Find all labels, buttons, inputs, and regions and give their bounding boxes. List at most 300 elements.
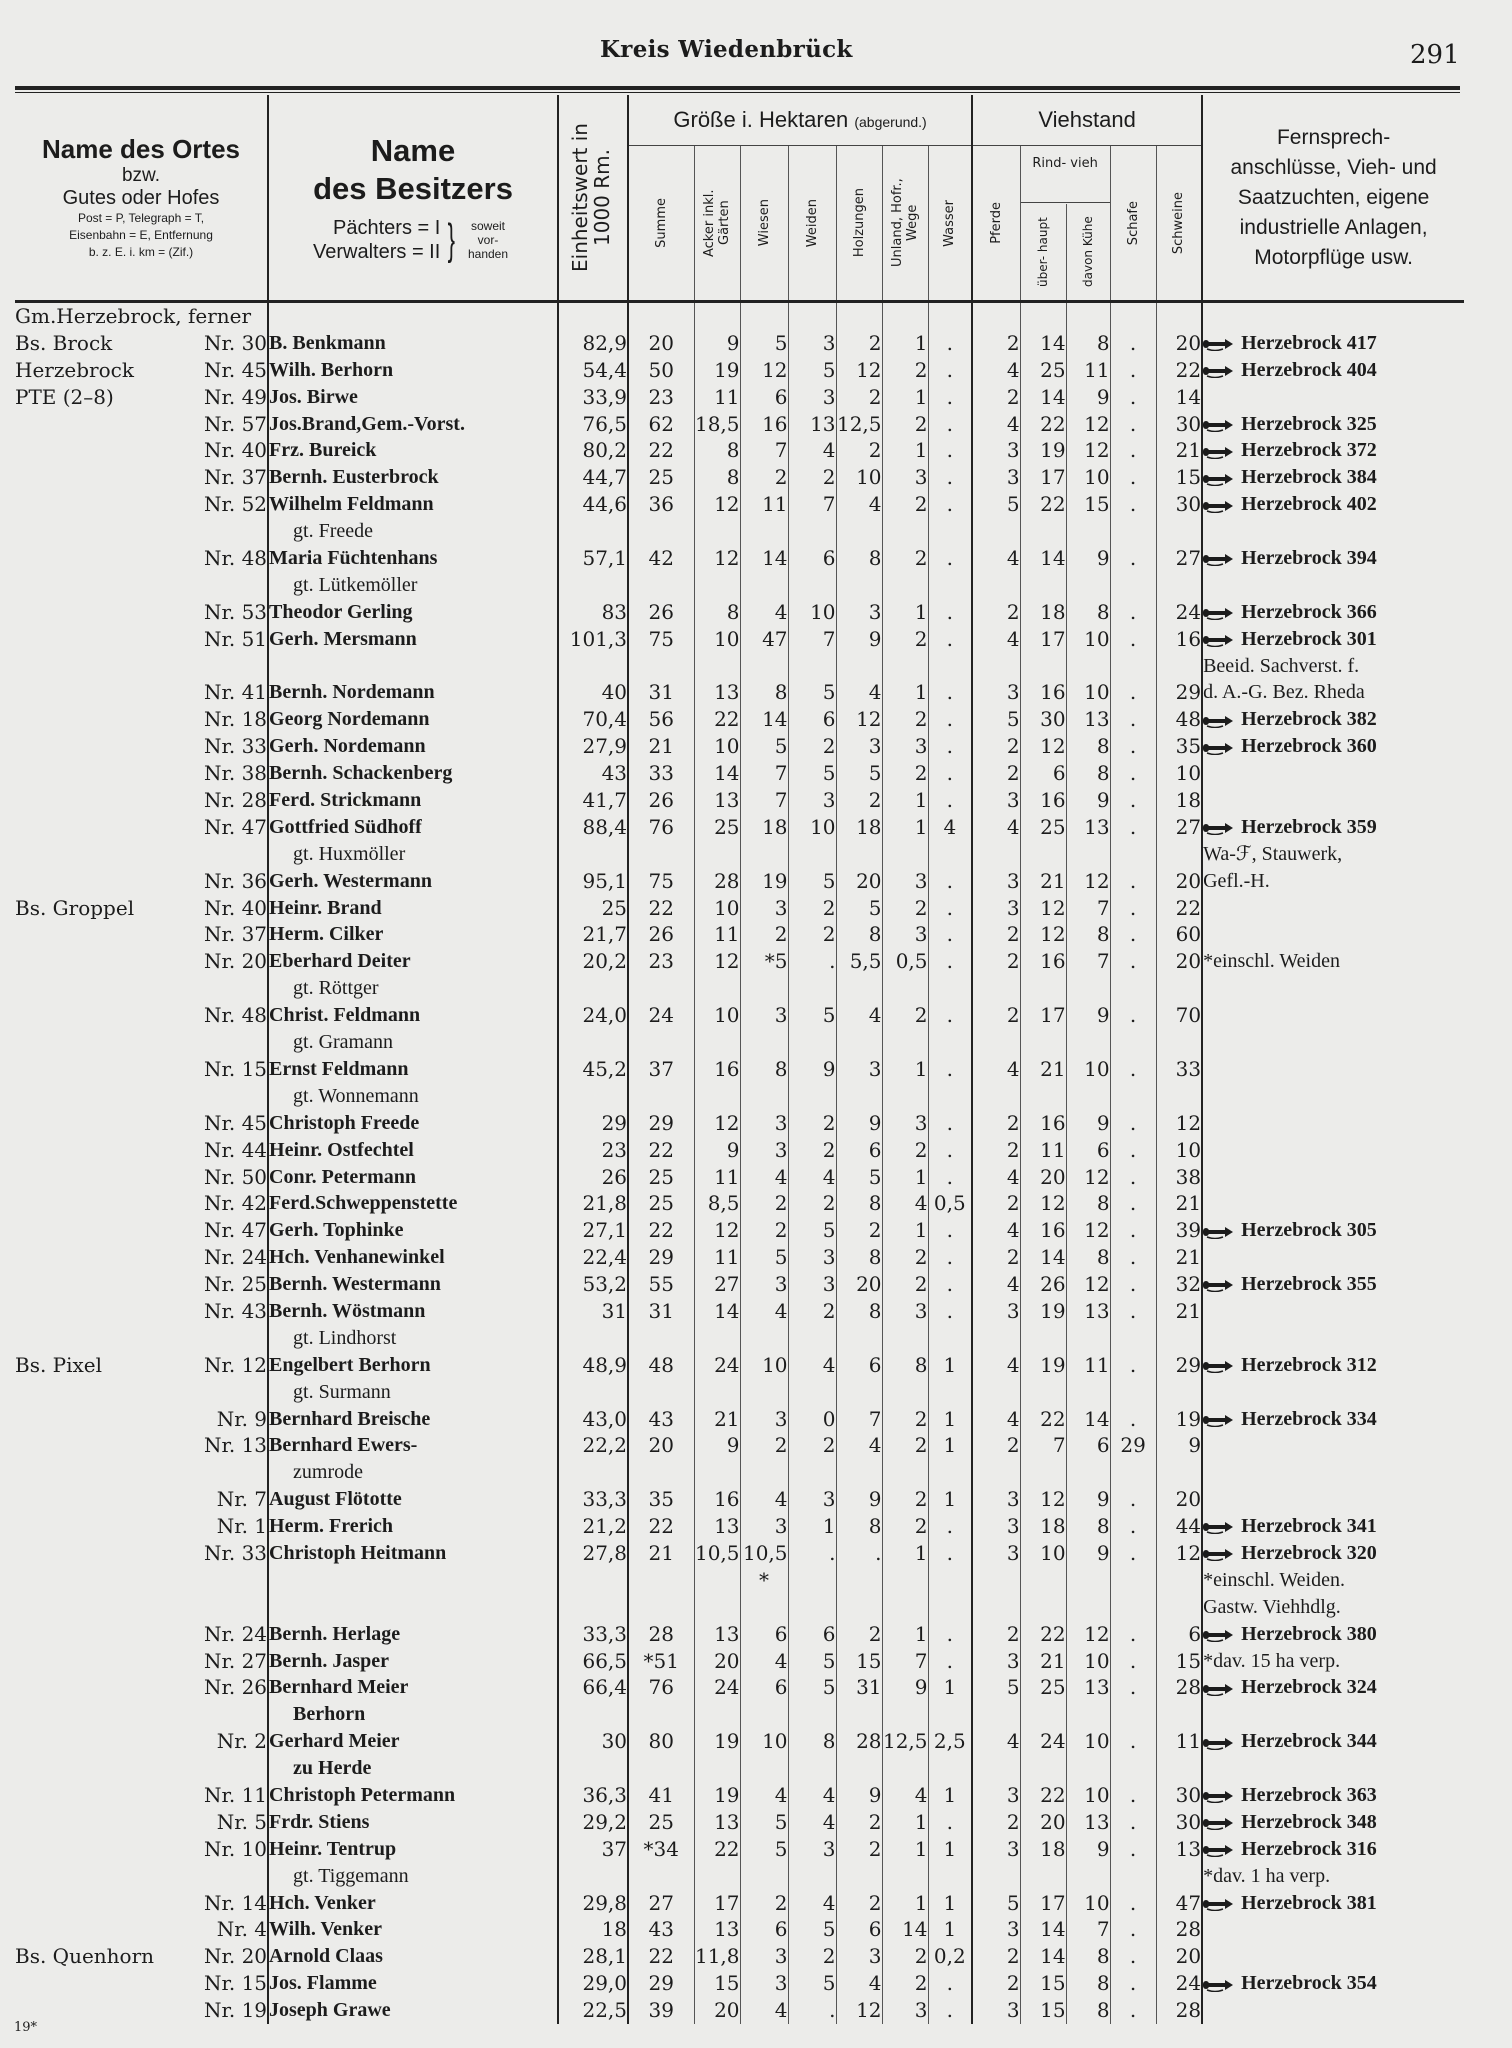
schafe-cell: . (1110, 1621, 1156, 1648)
telephone-icon (1203, 1628, 1237, 1642)
einheitswert-cell: 27,8 (558, 1540, 628, 1567)
summe-cell: 35 (628, 1486, 694, 1513)
holzungen-cell: 2 (836, 1809, 882, 1836)
wiesen-cell: 18 (740, 814, 788, 841)
notes-cell (1202, 1432, 1464, 1459)
notes-cell (1202, 1916, 1464, 1943)
summe-cell: 75 (628, 868, 694, 895)
wiesen-cell: 8 (740, 679, 788, 706)
acker-cell: 19 (694, 1782, 740, 1809)
weiden-cell: 2 (788, 1432, 836, 1459)
wasser-cell: 4 (928, 814, 972, 841)
unland-cell: 2 (882, 411, 928, 438)
pferde-cell: 4 (972, 411, 1020, 438)
header-ort-legend-3: b. z. E. i. km = (Zif.) (88, 245, 194, 259)
pferde-cell (972, 1567, 1020, 1594)
nr-cell: Nr. 24 (185, 1621, 268, 1648)
kuehe-cell (1066, 518, 1110, 545)
nr-cell: Nr. 42 (185, 1190, 268, 1217)
note-text: Herzebrock 381 (1241, 1891, 1377, 1914)
ort-cell (15, 1997, 185, 2024)
einheitswert-cell: 26 (558, 1164, 628, 1191)
rind-cell (1020, 975, 1066, 1002)
wasser-cell (928, 572, 972, 599)
unland-cell: 3 (882, 868, 928, 895)
table-row (15, 1728, 1464, 1755)
rind-cell: 14 (1020, 1916, 1066, 1943)
telephone-icon (1203, 552, 1237, 566)
pferde-cell (972, 841, 1020, 868)
acker-cell: 11 (694, 1164, 740, 1191)
kuehe-cell (1066, 302, 1110, 330)
ort-cell (15, 437, 185, 464)
nr-cell: Nr. 9 (185, 1406, 268, 1433)
kuehe-cell: 8 (1066, 599, 1110, 626)
ort-cell (15, 1621, 185, 1648)
schweine-cell (1156, 1755, 1202, 1782)
kuehe-cell (1066, 572, 1110, 599)
unland-cell (882, 1755, 928, 1782)
table-row (15, 1486, 1464, 1513)
kuehe-cell: 14 (1066, 1406, 1110, 1433)
schweine-cell: 10 (1156, 1137, 1202, 1164)
ort-cell (15, 1513, 185, 1540)
besitzer-name: Christoph Heitmann (268, 1540, 558, 1567)
acker-cell: 12 (694, 948, 740, 975)
pferde-cell (972, 1863, 1020, 1890)
table-row (15, 921, 1464, 948)
schweine-cell: 12 (1156, 1540, 1202, 1567)
nr-cell (185, 1863, 268, 1890)
unland-cell: 2 (882, 895, 928, 922)
nr-cell: Nr. 10 (185, 1836, 268, 1863)
nr-cell: Nr. 48 (185, 1002, 268, 1029)
holzungen-cell: 15 (836, 1648, 882, 1675)
table-row (15, 1217, 1464, 1244)
einheitswert-cell: 95,1 (558, 868, 628, 895)
ort-cell (15, 1809, 185, 1836)
unland-cell: 4 (882, 1190, 928, 1217)
einheitswert-cell: 101,3 (558, 626, 628, 653)
notes-cell (1202, 384, 1464, 411)
nr-cell (185, 1459, 268, 1486)
telephone-icon (1203, 1359, 1237, 1373)
notes-cell (1202, 1621, 1464, 1648)
einheitswert-cell: 40 (558, 679, 628, 706)
schweine-cell: 24 (1156, 1970, 1202, 1997)
telephone-icon (1203, 1789, 1237, 1803)
rind-cell (1020, 572, 1066, 599)
rind-cell: 25 (1020, 814, 1066, 841)
notes-cell (1202, 733, 1464, 760)
einheitswert-cell (558, 975, 628, 1002)
nr-cell: Nr. 20 (185, 948, 268, 975)
holzungen-cell: 31 (836, 1674, 882, 1701)
kuehe-cell: 10 (1066, 464, 1110, 491)
unland-cell: 1 (882, 1164, 928, 1191)
unland-cell: 1 (882, 384, 928, 411)
summe-cell: 26 (628, 787, 694, 814)
summe-cell (628, 518, 694, 545)
notes-cell (1202, 1970, 1464, 1997)
wiesen-cell: 3 (740, 1513, 788, 1540)
notes-cell (1202, 1190, 1464, 1217)
schweine-cell: 39 (1156, 1217, 1202, 1244)
schafe-cell: . (1110, 491, 1156, 518)
summe-cell: 28 (628, 1621, 694, 1648)
note-text: Herzebrock 404 (1241, 358, 1377, 381)
table-row (15, 1002, 1464, 1029)
table-row (15, 1325, 1464, 1352)
weiden-cell: 1 (788, 1513, 836, 1540)
schafe-cell: . (1110, 948, 1156, 975)
schafe-cell: . (1110, 1997, 1156, 2024)
note-text: *einschl. Weiden (1203, 950, 1340, 973)
wiesen-cell: 3 (740, 1137, 788, 1164)
rind-cell: 17 (1020, 464, 1066, 491)
besitzer-name: Heinr. Ostfechtel (268, 1137, 558, 1164)
wasser-cell: . (928, 1164, 972, 1191)
holzungen-cell: 9 (836, 1110, 882, 1137)
telephone-icon (1203, 633, 1237, 647)
notes-cell (1202, 1029, 1464, 1056)
wasser-cell: . (928, 330, 972, 357)
acker-cell (694, 1863, 740, 1890)
notes-cell (1202, 1298, 1464, 1325)
holzungen-cell: 28 (836, 1728, 882, 1755)
kuehe-cell: 9 (1066, 1540, 1110, 1567)
rind-cell: 16 (1020, 1217, 1066, 1244)
acker-cell: 13 (694, 1513, 740, 1540)
table-row (15, 1298, 1464, 1325)
besitzer-name: Gerh. Nordemann (268, 733, 558, 760)
besitzer-name: Gerh. Westermann (268, 868, 558, 895)
schafe-cell: . (1110, 1890, 1156, 1917)
einheitswert-cell (558, 1594, 628, 1621)
weiden-cell: 3 (788, 1244, 836, 1271)
weiden-cell: . (788, 1540, 836, 1567)
unland-cell: 2 (882, 1432, 928, 1459)
einheitswert-cell: 57,1 (558, 545, 628, 572)
schafe-cell: . (1110, 814, 1156, 841)
schweine-cell: 28 (1156, 1997, 1202, 2024)
rind-cell: 12 (1020, 1486, 1066, 1513)
besitzer-name: Ferd. Strickmann (268, 787, 558, 814)
holzungen-cell: 2 (836, 437, 882, 464)
kuehe-cell: 11 (1066, 357, 1110, 384)
wiesen-cell: 8 (740, 1056, 788, 1083)
rind-cell: 22 (1020, 411, 1066, 438)
table-row (15, 760, 1464, 787)
nr-cell (185, 1594, 268, 1621)
unland-cell: 1 (882, 1836, 928, 1863)
acker-cell (694, 1567, 740, 1594)
schafe-cell (1110, 1325, 1156, 1352)
wiesen-cell: 6 (740, 1916, 788, 1943)
wiesen-cell: *5 (740, 948, 788, 975)
pferde-cell: 3 (972, 1997, 1020, 2024)
holzungen-cell (836, 1755, 882, 1782)
rind-cell: 18 (1020, 1836, 1066, 1863)
holzungen-cell: 8 (836, 921, 882, 948)
ort-cell (15, 1164, 185, 1191)
weiden-cell (788, 572, 836, 599)
weiden-cell: 5 (788, 1648, 836, 1675)
acker-cell: 12 (694, 545, 740, 572)
holzungen-cell (836, 1701, 882, 1728)
einheitswert-cell: 54,4 (558, 357, 628, 384)
schafe-cell: . (1110, 1352, 1156, 1379)
schafe-cell: . (1110, 1943, 1156, 1970)
wasser-cell: . (928, 706, 972, 733)
wiesen-cell: 5 (740, 1809, 788, 1836)
pferde-cell (972, 653, 1020, 680)
notes-cell (1202, 626, 1464, 653)
nr-cell: Nr. 41 (185, 679, 268, 706)
unland-cell: 2 (882, 706, 928, 733)
holzungen-cell: 12 (836, 1997, 882, 2024)
nr-cell (185, 975, 268, 1002)
acker-cell: 8 (694, 599, 740, 626)
kuehe-cell: 8 (1066, 1970, 1110, 1997)
summe-cell: 22 (628, 1513, 694, 1540)
telephone-icon (1203, 1413, 1237, 1427)
acker-cell: 19 (694, 1728, 740, 1755)
schafe-cell: . (1110, 760, 1156, 787)
holzungen-cell: 3 (836, 733, 882, 760)
unland-cell: 2 (882, 1002, 928, 1029)
weiden-cell (788, 1459, 836, 1486)
kuehe-cell (1066, 653, 1110, 680)
einheitswert-cell: 88,4 (558, 814, 628, 841)
acker-cell: 16 (694, 1056, 740, 1083)
kuehe-cell: 13 (1066, 1674, 1110, 1701)
kuehe-cell: 13 (1066, 1809, 1110, 1836)
weiden-cell: . (788, 1997, 836, 2024)
einheitswert-cell: 33,9 (558, 384, 628, 411)
kuehe-cell: 10 (1066, 1728, 1110, 1755)
kuehe-cell (1066, 1755, 1110, 1782)
schweine-cell: 14 (1156, 384, 1202, 411)
einheitswert-cell: 33,3 (558, 1621, 628, 1648)
kuehe-cell: 9 (1066, 1836, 1110, 1863)
weiden-cell: 5 (788, 1916, 836, 1943)
pferde-cell: 4 (972, 1164, 1020, 1191)
acker-cell: 9 (694, 1432, 740, 1459)
besitzer-name: Wilhelm Feldmann (268, 491, 558, 518)
table-row (15, 1083, 1464, 1110)
notes-cell (1202, 1513, 1464, 1540)
weiden-cell: 6 (788, 545, 836, 572)
holzungen-cell: 8 (836, 545, 882, 572)
summe-cell: 39 (628, 1997, 694, 2024)
wasser-cell: 1 (928, 1432, 972, 1459)
notes-cell (1202, 464, 1464, 491)
table-row (15, 1137, 1464, 1164)
weiden-cell (788, 518, 836, 545)
ort-cell (15, 733, 185, 760)
schweine-cell: 32 (1156, 1271, 1202, 1298)
wiesen-cell (740, 1701, 788, 1728)
summe-cell: *34 (628, 1836, 694, 1863)
besitzer-name (268, 1567, 558, 1594)
holzungen-cell: 8 (836, 1190, 882, 1217)
kuehe-cell: 12 (1066, 437, 1110, 464)
note-text: Herzebrock 359 (1241, 815, 1377, 838)
unland-cell: 1 (882, 1621, 928, 1648)
besitzer-name: Bernh. Schackenberg (268, 760, 558, 787)
table-row (15, 518, 1464, 545)
table-row (15, 1164, 1464, 1191)
notes-cell (1202, 1056, 1464, 1083)
pferde-cell (972, 1594, 1020, 1621)
acker-cell: 14 (694, 1298, 740, 1325)
unland-cell (882, 518, 928, 545)
unland-cell (882, 975, 928, 1002)
acker-cell: 20 (694, 1997, 740, 2024)
besitzer-name: Maria Füchtenhans (268, 545, 558, 572)
holzungen-cell: 5 (836, 895, 882, 922)
weiden-cell (788, 841, 836, 868)
einheitswert-cell: 31 (558, 1298, 628, 1325)
kuehe-cell: 12 (1066, 411, 1110, 438)
wiesen-cell: 3 (740, 1110, 788, 1137)
header-besitzer-line1: Name (370, 132, 456, 168)
table-row (15, 733, 1464, 760)
schweine-cell (1156, 1325, 1202, 1352)
table-row (15, 975, 1464, 1002)
schafe-cell (1110, 1029, 1156, 1056)
acker-cell: 11 (694, 384, 740, 411)
wasser-cell: . (928, 384, 972, 411)
notes-cell (1202, 302, 1464, 330)
ort-cell (15, 1298, 185, 1325)
unland-cell: 14 (882, 1916, 928, 1943)
pferde-cell: 3 (972, 895, 1020, 922)
holzungen-cell: 2 (836, 1890, 882, 1917)
schafe-cell: . (1110, 1190, 1156, 1217)
holzungen-cell: 3 (836, 1943, 882, 1970)
ort-cell (15, 1863, 185, 1890)
schweine-cell: 12 (1156, 1110, 1202, 1137)
holzungen-cell: 9 (836, 1486, 882, 1513)
rind-cell: 10 (1020, 1540, 1066, 1567)
wasser-cell: . (928, 1271, 972, 1298)
schafe-cell: . (1110, 599, 1156, 626)
rind-cell (1020, 1325, 1066, 1352)
schafe-cell: . (1110, 626, 1156, 653)
rind-cell (1020, 841, 1066, 868)
wiesen-cell: 4 (740, 1164, 788, 1191)
wasser-cell (928, 1459, 972, 1486)
nr-cell: Nr. 1 (185, 1513, 268, 1540)
pferde-cell: 2 (972, 599, 1020, 626)
kuehe-cell: 13 (1066, 706, 1110, 733)
note-text: Herzebrock 341 (1241, 1515, 1377, 1538)
telephone-icon (1203, 1736, 1237, 1750)
nr-cell: Nr. 30 (185, 330, 268, 357)
schafe-cell (1110, 841, 1156, 868)
pferde-cell: 4 (972, 357, 1020, 384)
wasser-cell: . (928, 1217, 972, 1244)
schweine-cell: 30 (1156, 1782, 1202, 1809)
weiden-cell: 3 (788, 1836, 836, 1863)
table-row (15, 1271, 1464, 1298)
rind-cell: 18 (1020, 1513, 1066, 1540)
telephone-icon (1203, 741, 1237, 755)
einheitswert-cell (558, 1029, 628, 1056)
summe-cell: 55 (628, 1271, 694, 1298)
pferde-cell: 2 (972, 1137, 1020, 1164)
weiden-cell: 2 (788, 895, 836, 922)
ort-cell (15, 518, 185, 545)
weiden-cell: 2 (788, 921, 836, 948)
rind-cell: 14 (1020, 545, 1066, 572)
table-row (15, 1890, 1464, 1917)
schweine-cell: 11 (1156, 1728, 1202, 1755)
rind-cell (1020, 1379, 1066, 1406)
summe-cell: 23 (628, 948, 694, 975)
besitzer-name: Herm. Cilker (268, 921, 558, 948)
ort-cell (15, 1029, 185, 1056)
wiesen-cell (740, 841, 788, 868)
rind-cell: 19 (1020, 437, 1066, 464)
table-row (15, 437, 1464, 464)
summe-cell: 31 (628, 1298, 694, 1325)
schweine-cell (1156, 1594, 1202, 1621)
header-rind-kuehe: davon Kühe (1066, 204, 1110, 302)
wiesen-cell (740, 518, 788, 545)
note-text: Herzebrock 348 (1241, 1810, 1377, 1833)
ort-cell: Herzebrock (15, 357, 134, 382)
einheitswert-cell: 21,7 (558, 921, 628, 948)
rind-cell (1020, 1083, 1066, 1110)
einheitswert-cell: 29,0 (558, 1970, 628, 1997)
besitzer-name: gt. Surmann (268, 1379, 558, 1406)
schafe-cell (1110, 518, 1156, 545)
schweine-cell: 22 (1156, 895, 1202, 922)
wasser-cell: . (928, 1298, 972, 1325)
summe-cell: 22 (628, 1217, 694, 1244)
pferde-cell: 4 (972, 1406, 1020, 1433)
weiden-cell: 4 (788, 1782, 836, 1809)
summe-cell: 26 (628, 599, 694, 626)
brace-glyph: } (447, 214, 456, 264)
schafe-cell (1110, 572, 1156, 599)
nr-cell: Nr. 51 (185, 626, 268, 653)
table-row (15, 1809, 1464, 1836)
einheitswert-cell (558, 302, 628, 330)
summe-cell (628, 1701, 694, 1728)
weiden-cell (788, 1029, 836, 1056)
summe-cell (628, 841, 694, 868)
rind-cell: 12 (1020, 1190, 1066, 1217)
pferde-cell: 4 (972, 545, 1020, 572)
note-text: *dav. 1 ha verp. (1203, 1864, 1331, 1887)
schafe-cell: . (1110, 868, 1156, 895)
wasser-cell: 0,2 (928, 1943, 972, 1970)
einheitswert-cell: 29,2 (558, 1809, 628, 1836)
note-text: Herzebrock 305 (1241, 1219, 1377, 1242)
wasser-cell: . (928, 760, 972, 787)
schafe-cell (1110, 1701, 1156, 1728)
nr-cell (185, 653, 268, 680)
holzungen-cell: 5 (836, 760, 882, 787)
besitzer-name: gt. Röttger (268, 975, 558, 1002)
wasser-cell: . (928, 1110, 972, 1137)
rind-cell: 16 (1020, 948, 1066, 975)
summe-cell: 20 (628, 1432, 694, 1459)
